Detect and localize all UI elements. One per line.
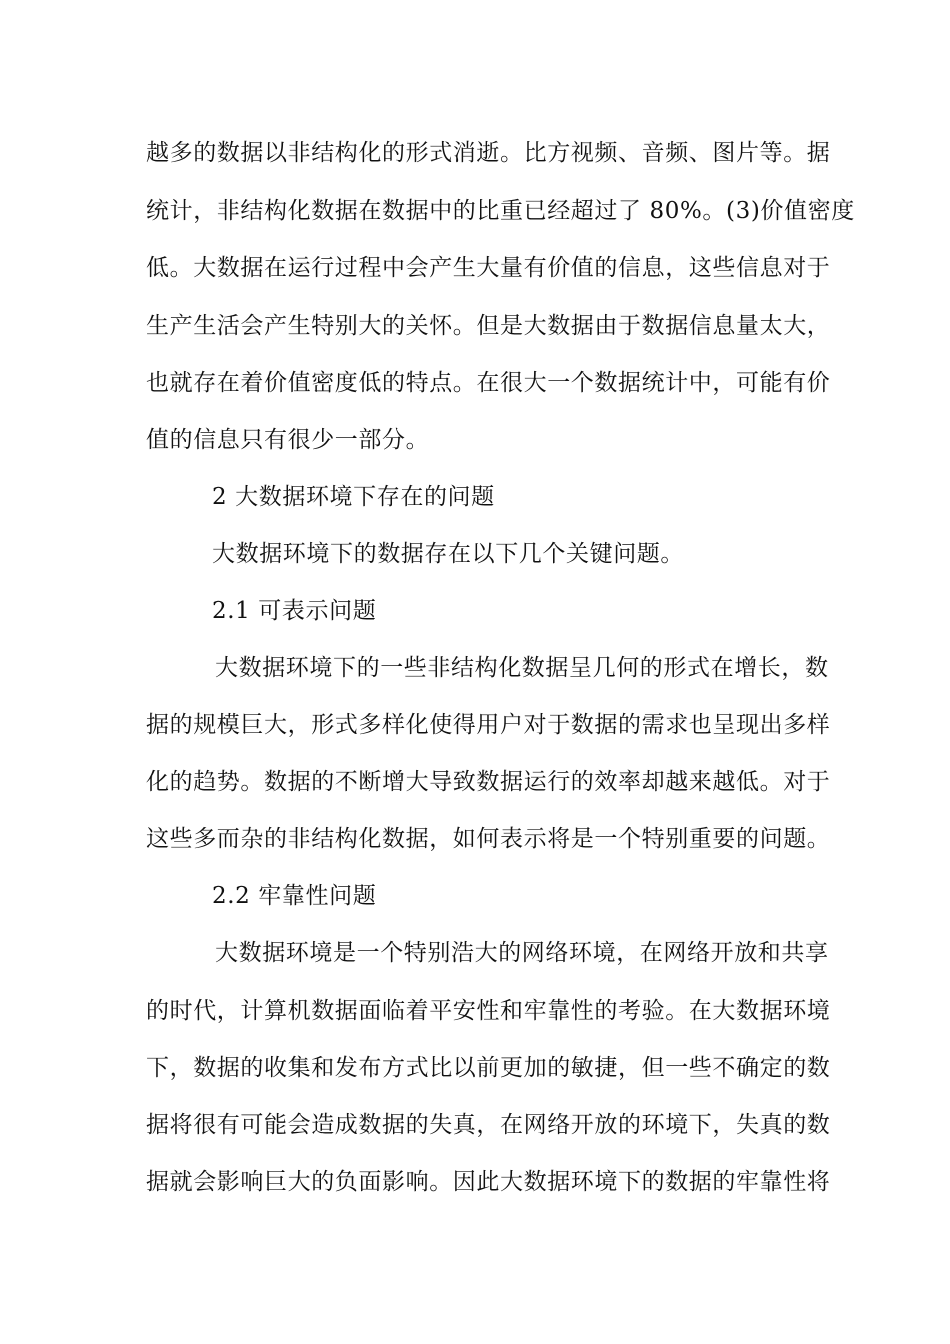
body-text-line: 大数据环境下的一些非结构化数据呈几何的形式在增长，数 (215, 655, 829, 681)
section-heading: 2 大数据环境下存在的问题 (212, 484, 495, 510)
body-text-line: 也就存在着价值密度低的特点。在很大一个数据统计中，可能有价 (146, 370, 831, 396)
body-text-line: 这些多而杂的非结构化数据，如何表示将是一个特别重要的问题。 (146, 826, 831, 852)
body-text-line: 据的规模巨大，形式多样化使得用户对于数据的需求也呈现出多样 (146, 712, 831, 738)
body-text-line: 大数据环境下的数据存在以下几个关键问题。 (212, 541, 684, 567)
body-text-line: 值的信息只有很少一部分。 (146, 427, 430, 453)
body-text-line: 生产生活会产生特别大的关怀。但是大数据由于数据信息量太大， (146, 313, 831, 339)
body-text-line: 据就会影响巨大的负面影响。因此大数据环境下的数据的牢靠性将 (146, 1169, 831, 1195)
subsection-heading: 2.1 可表示问题 (212, 598, 377, 624)
body-text-line: 低。大数据在运行过程中会产生大量有价值的信息，这些信息对于 (146, 255, 831, 281)
subsection-heading: 2.2 牢靠性问题 (212, 883, 377, 909)
body-text-line: 下，数据的收集和发布方式比以前更加的敏捷，但一些不确定的数 (146, 1055, 831, 1081)
body-text-line: 越多的数据以非结构化的形式消逝。比方视频、音频、图片等。据 (146, 140, 831, 166)
body-text-line: 大数据环境是一个特别浩大的网络环境，在网络开放和共享 (215, 940, 829, 966)
body-text-line: 据将很有可能会造成数据的失真，在网络开放的环境下，失真的数 (146, 1112, 831, 1138)
body-text-line: 化的趋势。数据的不断增大导致数据运行的效率却越来越低。对于 (146, 769, 831, 795)
body-text-line: 统计，非结构化数据在数据中的比重已经超过了 80%。(3)价值密度 (146, 198, 855, 224)
body-text-line: 的时代，计算机数据面临着平安性和牢靠性的考验。在大数据环境 (146, 998, 831, 1024)
